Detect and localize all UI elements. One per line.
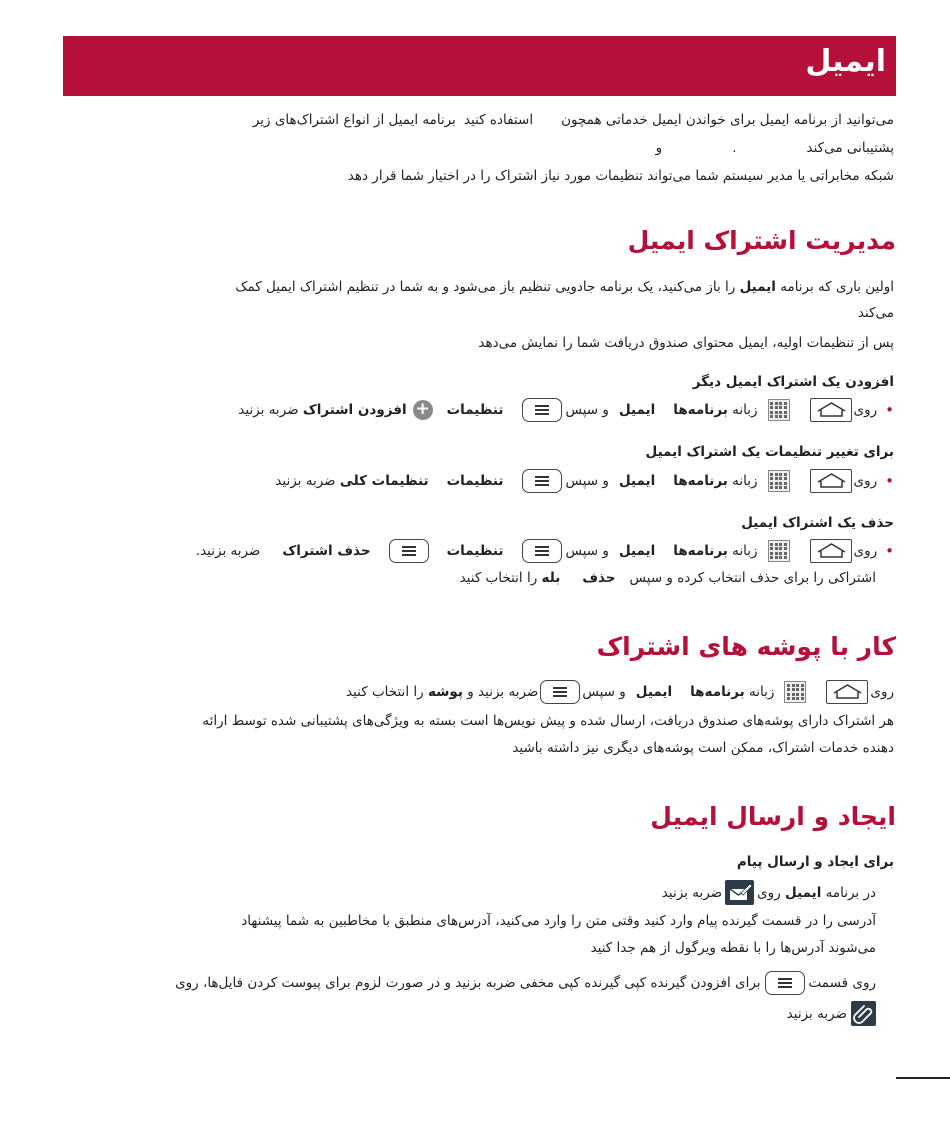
compose-step-1 bbox=[662, 880, 876, 905]
step-text: روی bbox=[853, 402, 878, 418]
step-text: زبانه bbox=[732, 402, 758, 418]
intro-text: . bbox=[732, 140, 737, 156]
step-text-bold: ایمیل bbox=[618, 402, 656, 418]
step-text: ضربه بزنید bbox=[238, 402, 299, 418]
menu-icon bbox=[522, 398, 562, 422]
step-text-bold: ایمیل bbox=[785, 884, 822, 901]
bullet: • bbox=[885, 401, 894, 419]
delete-account-confirm bbox=[460, 570, 876, 586]
apps-grid-icon bbox=[768, 470, 790, 492]
plus-icon: + bbox=[413, 400, 433, 420]
folders-steps bbox=[346, 680, 894, 704]
folders-para-2: دهنده خدمات اشتراک، ممکن است پوشه‌های دیگری نیز داشته باشید bbox=[512, 740, 894, 756]
home-icon bbox=[810, 539, 852, 563]
delete-account-steps bbox=[196, 539, 894, 563]
home-icon bbox=[810, 469, 852, 493]
folders-para-1: هر اشتراک دارای پوشه‌های صندوق دریافت، ارسال شده و پیش نویس‌ها است بسته به ویژگی‌های پشتیبانی شده توسط ارائه bbox=[202, 713, 894, 729]
s1-text-bold: ایمیل bbox=[739, 279, 776, 295]
step-text: زبانه bbox=[732, 473, 758, 489]
step-text: برای افزودن گیرنده کپی گیرنده کپی مخفی ضربه بزنید و در صورت لزوم برای پیوست کردن فایل‌ها، روی bbox=[175, 975, 761, 991]
s1-para-2: پس از تنظیمات اولیه، ایمیل محتوای صندوق دریافت شما را نمایش می‌دهد bbox=[478, 335, 894, 351]
step-text: روی bbox=[757, 884, 781, 901]
step-text: را انتخاب کنید bbox=[346, 684, 424, 700]
step-text: و سپس bbox=[565, 402, 609, 418]
home-icon bbox=[810, 398, 852, 422]
step-text: و سپس bbox=[582, 684, 626, 700]
step-text-bold: ایمیل bbox=[635, 684, 673, 700]
step-text: و سپس bbox=[565, 543, 609, 559]
bullet: • bbox=[885, 472, 894, 490]
intro-text: و bbox=[655, 140, 663, 156]
sub-title-change-settings: برای تغییر تنظیمات یک اشتراک ایمیل bbox=[645, 444, 894, 460]
apps-grid-icon bbox=[784, 681, 806, 703]
add-account-steps bbox=[238, 398, 894, 422]
intro-text: برنامه ایمیل از انواع اشتراک‌های زیر bbox=[252, 112, 456, 128]
step-text-bold: تنظیمات bbox=[446, 473, 504, 489]
step-text-bold: حذف bbox=[582, 570, 616, 586]
intro-line-3: شبکه مخابراتی یا مدیر سیستم شما می‌تواند تنظیمات مورد نیاز اشتراک را در اختیار شما قرار دهد bbox=[347, 168, 894, 184]
sub-title-compose: برای ایجاد و ارسال پیام bbox=[736, 854, 894, 870]
menu-icon bbox=[765, 971, 805, 995]
step-text: ضربه بزنید. bbox=[195, 543, 261, 559]
step-text: ضربه بزنید bbox=[786, 1005, 847, 1022]
apps-grid-icon bbox=[768, 399, 790, 421]
step-text-bold: افزودن اشتراک bbox=[302, 402, 407, 418]
sub-title-add-account: افزودن یک اشتراک ایمیل دیگر bbox=[692, 374, 894, 390]
step-text: را انتخاب کنید bbox=[459, 570, 538, 586]
bullet: • bbox=[885, 542, 894, 560]
menu-icon bbox=[522, 539, 562, 563]
menu-icon bbox=[540, 680, 580, 704]
step-text-bold: ایمیل bbox=[618, 543, 656, 559]
step-text: زبانه bbox=[732, 543, 758, 559]
intro-text: استفاده کنید bbox=[463, 112, 534, 128]
step-text: روی bbox=[870, 684, 894, 700]
step-text-bold: بله bbox=[541, 570, 561, 586]
step-text: ضربه بزنید bbox=[275, 473, 336, 489]
compose-step-2: آدرسی را در قسمت گیرنده پیام وارد کنید وقتی متن را وارد می‌کنید، آدرس‌های منطبق با مخاطبین به شما پیشنهاد bbox=[241, 913, 876, 929]
step-text: ضربه بزنید bbox=[661, 884, 723, 901]
compose-icon bbox=[725, 880, 754, 905]
step-text-bold: تنظیمات bbox=[446, 543, 504, 559]
step-text-bold: پوشه bbox=[427, 684, 463, 700]
step-text-bold: حذف اشتراک bbox=[282, 543, 371, 559]
s1-para-1b: می‌کند bbox=[857, 305, 894, 321]
compose-step-3: می‌شوند آدرس‌ها را با نقطه ویرگول از هم جدا کنید bbox=[590, 940, 876, 956]
step-text: اشتراکی را برای حذف انتخاب کرده و سپس bbox=[629, 570, 876, 586]
intro-text: می‌توانید از برنامه ایمیل برای خواندن ایمیل خدماتی همچون bbox=[561, 112, 894, 128]
section-title-compose: ایجاد و ارسال ایمیل bbox=[650, 802, 896, 831]
s1-para-1 bbox=[235, 279, 894, 295]
footer-rule bbox=[896, 1077, 950, 1079]
step-text: روی قسمت bbox=[808, 975, 876, 991]
home-icon bbox=[826, 680, 868, 704]
intro-line-2 bbox=[656, 140, 894, 156]
step-text: در برنامه bbox=[825, 884, 876, 901]
sub-title-delete-account: حذف یک اشتراک ایمیل bbox=[741, 515, 894, 531]
step-text-bold: برنامه‌ها bbox=[673, 543, 728, 559]
page-title: ایمیل bbox=[805, 44, 886, 79]
section-title-manage-accounts: مدیریت اشتراک ایمیل bbox=[627, 226, 896, 255]
s1-text: را باز می‌کنید، یک برنامه جادویی تنظیم باز می‌شود و به شما در تنظیم اشتراک ایمیل کمک bbox=[235, 279, 736, 295]
step-text: زبانه bbox=[749, 684, 775, 700]
step-text-bold: برنامه‌ها bbox=[690, 684, 745, 700]
apps-grid-icon bbox=[768, 540, 790, 562]
attachment-icon bbox=[851, 1001, 876, 1026]
step-text-bold: برنامه‌ها bbox=[673, 473, 728, 489]
menu-icon bbox=[389, 539, 429, 563]
s1-text: اولین باری که برنامه bbox=[780, 279, 894, 295]
header-banner bbox=[63, 36, 896, 96]
step-text-bold: تنظیمات کلی bbox=[339, 473, 429, 489]
step-text: و سپس bbox=[565, 473, 609, 489]
menu-icon bbox=[522, 469, 562, 493]
step-text-bold: ایمیل bbox=[618, 473, 656, 489]
step-text: روی bbox=[853, 473, 878, 489]
compose-step-5 bbox=[787, 1001, 876, 1026]
step-text: روی bbox=[853, 543, 878, 559]
change-settings-steps bbox=[275, 469, 894, 493]
section-title-folders: کار با پوشه های اشتراک bbox=[596, 632, 896, 661]
step-text-bold: برنامه‌ها bbox=[673, 402, 728, 418]
intro-line-1 bbox=[253, 112, 894, 128]
intro-text: پشتیبانی می‌کند bbox=[806, 140, 894, 156]
compose-step-4 bbox=[175, 971, 876, 995]
step-text: ضربه بزنید و bbox=[467, 684, 539, 700]
step-text-bold: تنظیمات bbox=[446, 402, 504, 418]
